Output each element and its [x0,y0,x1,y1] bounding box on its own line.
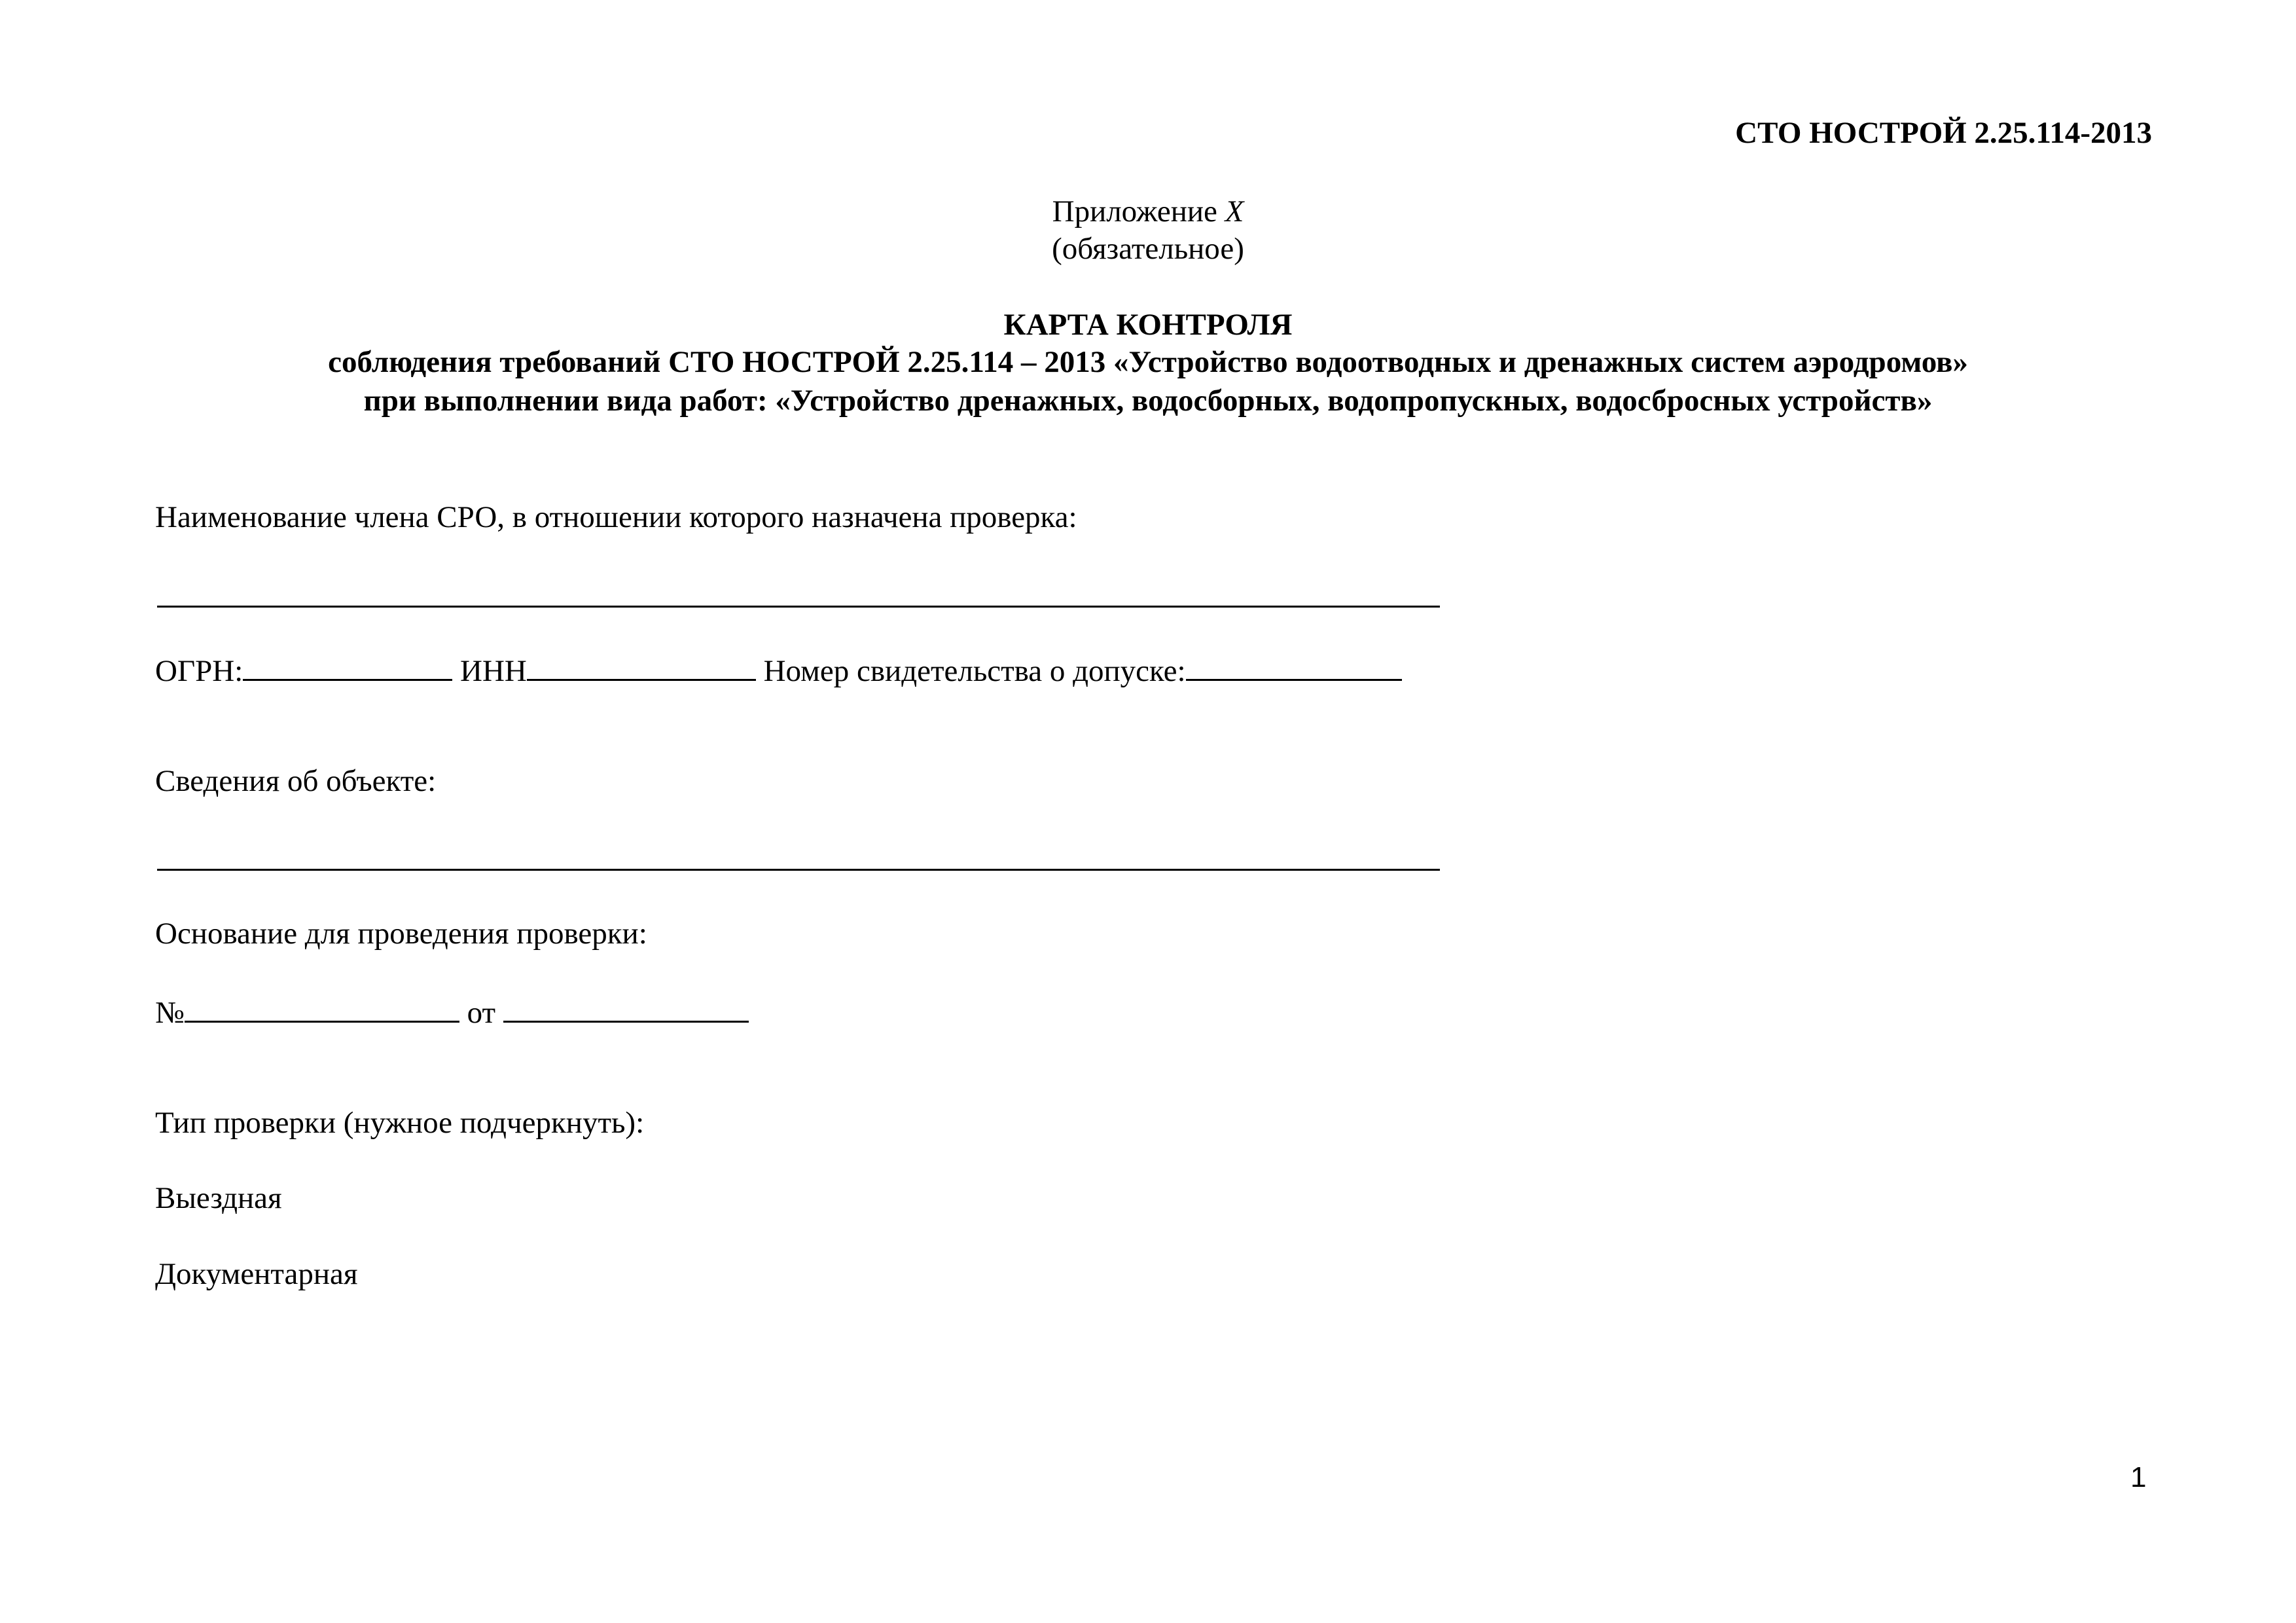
appendix-note: (обязательное) [1052,232,1244,266]
inspection-basis-label: Основание для проведения проверки: [155,917,647,951]
card-subtitle-line1: соблюдения требований СТО НОСТРОЙ 2.25.114 – 2013 «Устройство водоотводных и дренажных систем аэродромов» [328,345,1968,379]
inspection-type-documentary[interactable]: Документарная [155,1257,358,1291]
object-info-label: Сведения об объекте: [155,764,437,798]
inspection-type-label: Тип проверки (нужное подчеркнуть): [155,1106,645,1140]
date-from-label: от [467,996,496,1030]
ogrn-label: ОГРН: [155,654,243,688]
object-info-field[interactable] [157,869,1440,871]
document-code: СТО НОСТРОЙ 2.25.114-2013 [1735,116,2152,150]
inn-field[interactable] [527,650,756,681]
card-subtitle-line2: при выполнении вида работ: «Устройство дренажных, водосборных, водопропускных, водосбросных устройств» [363,384,1933,418]
member-name-field[interactable] [157,606,1440,608]
inspection-type-onsite[interactable]: Выездная [155,1181,282,1215]
permit-number-label: Номер свидетельства о допуске: [763,654,1186,688]
member-name-label: Наименование члена СРО, в отношении которого назначена проверка: [155,500,1077,534]
inn-label: ИНН [460,654,527,688]
appendix-title [0,194,2296,229]
appendix-letter: Х [1225,194,1244,228]
page-number: 1 [2130,1461,2147,1493]
basis-number-field[interactable] [185,992,459,1023]
permit-number-field[interactable] [1186,650,1402,681]
basis-document-row [155,992,749,1030]
registration-row [155,650,1402,689]
card-title: КАРТА КОНТРОЛЯ [1003,308,1293,342]
number-sign: № [155,996,185,1030]
appendix-prefix: Приложение [1052,194,1217,228]
ogrn-field[interactable] [243,650,452,681]
basis-date-field[interactable] [503,992,749,1023]
